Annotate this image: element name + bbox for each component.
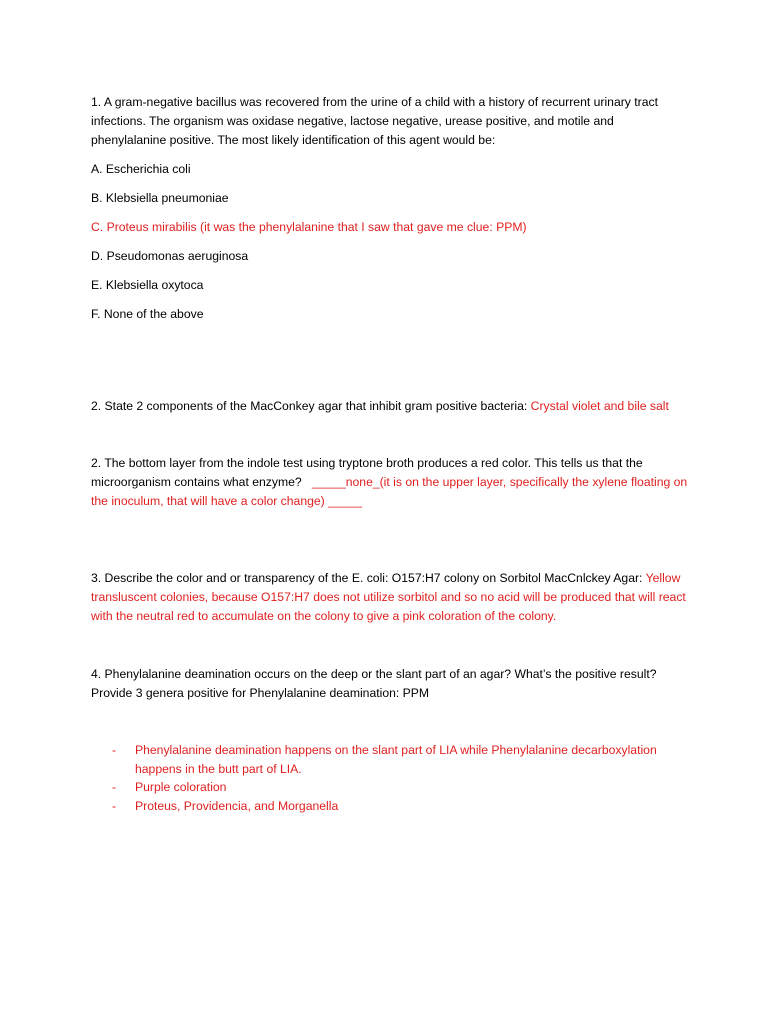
option-c-answer: C. Proteus mirabilis (it was the phenylalanine that I saw that gave me clue: PPM): [91, 220, 527, 234]
option-d: D. Pseudomonas aeruginosa: [91, 249, 249, 263]
list-item: [91, 741, 691, 778]
document-page: [91, 93, 691, 815]
list-item-text: Proteus, Providencia, and Morganella: [135, 798, 339, 813]
question-2b-text: 2. The bottom layer from the indole test using tryptone broth produces a red color. This tells us that the microorganism contains what enzyme?: [91, 456, 643, 489]
question-2-answer: Crystal violet and bile salt: [530, 399, 669, 413]
list-item: [91, 797, 691, 816]
question-3-text: 3. Describe the color and or transparency of the E. coli: O157:H7 colony on Sorbitol MacCnlckey Agar:: [91, 571, 643, 585]
question-4-text: 4. Phenylalanine deamination occurs on the deep or the slant part of an agar? What’s the positive result? Provide 3 genera positive for Phenylalanine deamination: PPM: [91, 667, 657, 700]
question-3-paragraph: [91, 569, 691, 626]
list-item: [91, 778, 691, 797]
list-item-text: Purple coloration: [135, 780, 227, 794]
question-2-paragraph: [91, 397, 691, 416]
list-dash: -: [112, 780, 117, 794]
question-2-text: 2. State 2 components of the MacConkey agar that inhibit gram positive bacteria:: [91, 399, 528, 413]
question-4-answer-list: [91, 741, 691, 815]
list-dash: -: [112, 743, 117, 757]
list-dash: -: [112, 798, 117, 813]
question-3-answer: Yellow transluscent colonies, because O157:H7 does not utilize sorbitol and so no acid will be produced that will react with the neutral red to accumulate on the colony to give a pink coloration of the colony.: [91, 571, 686, 623]
option-a: A. Escherichia coli: [91, 162, 191, 176]
option-b: B. Klebsiella pneumoniae: [91, 191, 229, 205]
question-2b-answer: _____none_(it is on the upper layer, specifically the xylene floating on the inoculum, that will have a color change) _____: [91, 475, 688, 508]
question-1-text: 1. A gram-negative bacillus was recovered from the urine of a child with a history of recurrent urinary tract infections. The organism was oxidase negative, lactose negative, urease positive, and motile and phenylalanine positive. The most likely identification of this agent would be:: [91, 95, 658, 147]
list-item-text: Phenylalanine deamination happens on the slant part of LIA while Phenylalanine decarboxylation happens in the butt part of LIA.: [135, 743, 657, 776]
option-e: E. Klebsiella oxytoca: [91, 278, 204, 292]
option-f: F. None of the above: [91, 307, 204, 321]
question-2b-paragraph: [91, 454, 691, 511]
